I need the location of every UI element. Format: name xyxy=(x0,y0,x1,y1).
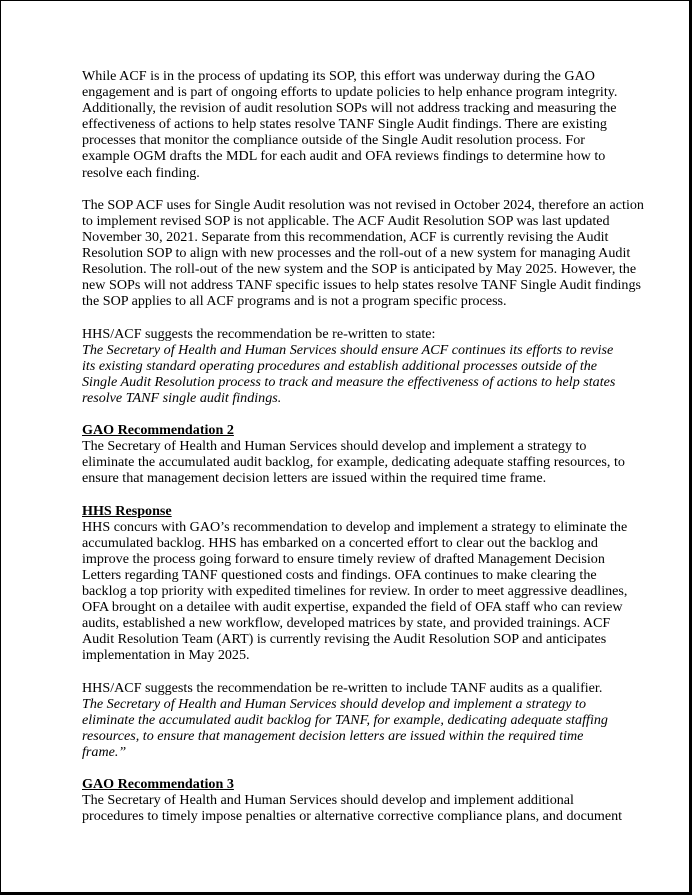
text-line: resolve TANF single audit findings. xyxy=(82,389,282,406)
paragraph-sop-revision xyxy=(82,197,642,310)
suggested-rewrite-2 xyxy=(82,680,642,760)
text-line: procedures to timely impose penalties or alternative corrective compliance plans, and document xyxy=(82,808,623,825)
text-line: While ACF is in the process of updating its SOP, this effort was underway during the GAO xyxy=(82,68,595,84)
text-line: Resolution. The roll-out of the new system and the SOP is anticipated by May 2025. However, the xyxy=(82,261,637,278)
text-line: The Secretary of Health and Human Services should ensure ACF continues its efforts to revise xyxy=(82,341,614,358)
text-line: improve the process going forward to ensure timely review of drafted Management Decision xyxy=(82,550,605,567)
text-line: audits, established a new workflow, developed matrices by state, and provided trainings. ACF xyxy=(82,615,611,632)
suggestion-intro: HHS/ACF suggests the recommendation be re-written to include TANF audits as a qualifier. xyxy=(82,679,603,696)
section-heading: GAO Recommendation 2 xyxy=(82,422,234,439)
text-line: OFA brought on a detailee with audit expertise, expanded the field of OFA staff who can review xyxy=(82,599,623,616)
hhs-response xyxy=(82,503,642,664)
text-line: Letters regarding TANF questioned costs and findings. OFA continues to make clearing the xyxy=(82,566,597,583)
text-line: Single Audit Resolution process to track and measure the effectiveness of actions to help states xyxy=(82,373,616,390)
text-line: The Secretary of Health and Human Services should develop and implement a strategy to xyxy=(82,438,587,455)
text-line: November 30, 2021. Separate from this recommendation, ACF is currently revising the Audit xyxy=(82,228,609,245)
suggested-rewrite-1 xyxy=(82,326,642,406)
section-heading: GAO Recommendation 3 xyxy=(82,776,234,793)
text-line: eliminate the accumulated audit backlog, for example, dedicating adequate staffing resources, to xyxy=(82,454,625,471)
text-line: Audit Resolution Team (ART) is currently revising the Audit Resolution SOP and anticipates xyxy=(82,631,607,648)
text-line: accumulated backlog. HHS has embarked on a concerted effort to clear out the backlog and xyxy=(82,534,598,551)
suggested-text xyxy=(82,696,642,760)
text-line: processes that monitor the compliance outside of the Single Audit resolution process. For xyxy=(82,132,585,149)
text-line: Additionally, the revision of audit resolution SOPs will not address tracking and measuring the xyxy=(82,100,617,117)
suggested-text xyxy=(82,342,642,406)
text-line: eliminate the accumulated audit backlog for TANF, for example, dedicating adequate staffing xyxy=(82,711,608,728)
text-line: frame.” xyxy=(82,743,127,760)
text-line: effectiveness of actions to help states resolve TANF Single Audit findings. There are existing xyxy=(82,116,607,133)
suggestion-intro: HHS/ACF suggests the recommendation be re-written to state: xyxy=(82,325,436,342)
text-line: implementation in May 2025. xyxy=(82,647,250,664)
text-line: The Secretary of Health and Human Services should develop and implement additional xyxy=(82,792,574,809)
text-line: ensure that management decision letters are issued within the required time frame. xyxy=(82,470,547,487)
text-line: engagement and is part of ongoing efforts to update policies to help enhance program integrity. xyxy=(82,84,618,101)
text-line: The Secretary of Health and Human Services should develop and implement a strategy to xyxy=(82,695,587,712)
text-line: Resolution SOP to align with new processes and the roll-out of a new system for managing Audit xyxy=(82,245,631,262)
gao-recommendation-3 xyxy=(82,776,642,824)
text-line: new SOPs will not address TANF specific issues to help states resolve TANF Single Audit findings xyxy=(82,277,641,294)
text-line: the SOP applies to all ACF programs and is not a program specific process. xyxy=(82,293,507,310)
text-line: resources, to ensure that management decision letters are issued within the required time xyxy=(82,727,584,744)
text-line: The SOP ACF uses for Single Audit resolution was not revised in October 2024, therefore an action xyxy=(82,196,644,213)
text-line: resolve each finding. xyxy=(82,164,200,181)
text-line: backlog a top priority with expedited timelines for review. In order to meet aggressive deadlines, xyxy=(82,583,628,599)
paragraph-sop-update xyxy=(82,68,642,181)
text-line: example OGM drafts the MDL for each audit and OFA reviews findings to determine how to xyxy=(82,148,606,165)
text-line: HHS concurs with GAO’s recommendation to develop and implement a strategy to eliminate the xyxy=(82,518,628,535)
gao-recommendation-2 xyxy=(82,422,642,486)
text-line: its existing standard operating procedures and establish additional processes outside of the xyxy=(82,357,598,374)
document-body xyxy=(82,68,642,841)
text-line: to implement revised SOP is not applicable. The ACF Audit Resolution SOP was last updated xyxy=(82,212,610,229)
section-heading: HHS Response xyxy=(82,502,172,519)
